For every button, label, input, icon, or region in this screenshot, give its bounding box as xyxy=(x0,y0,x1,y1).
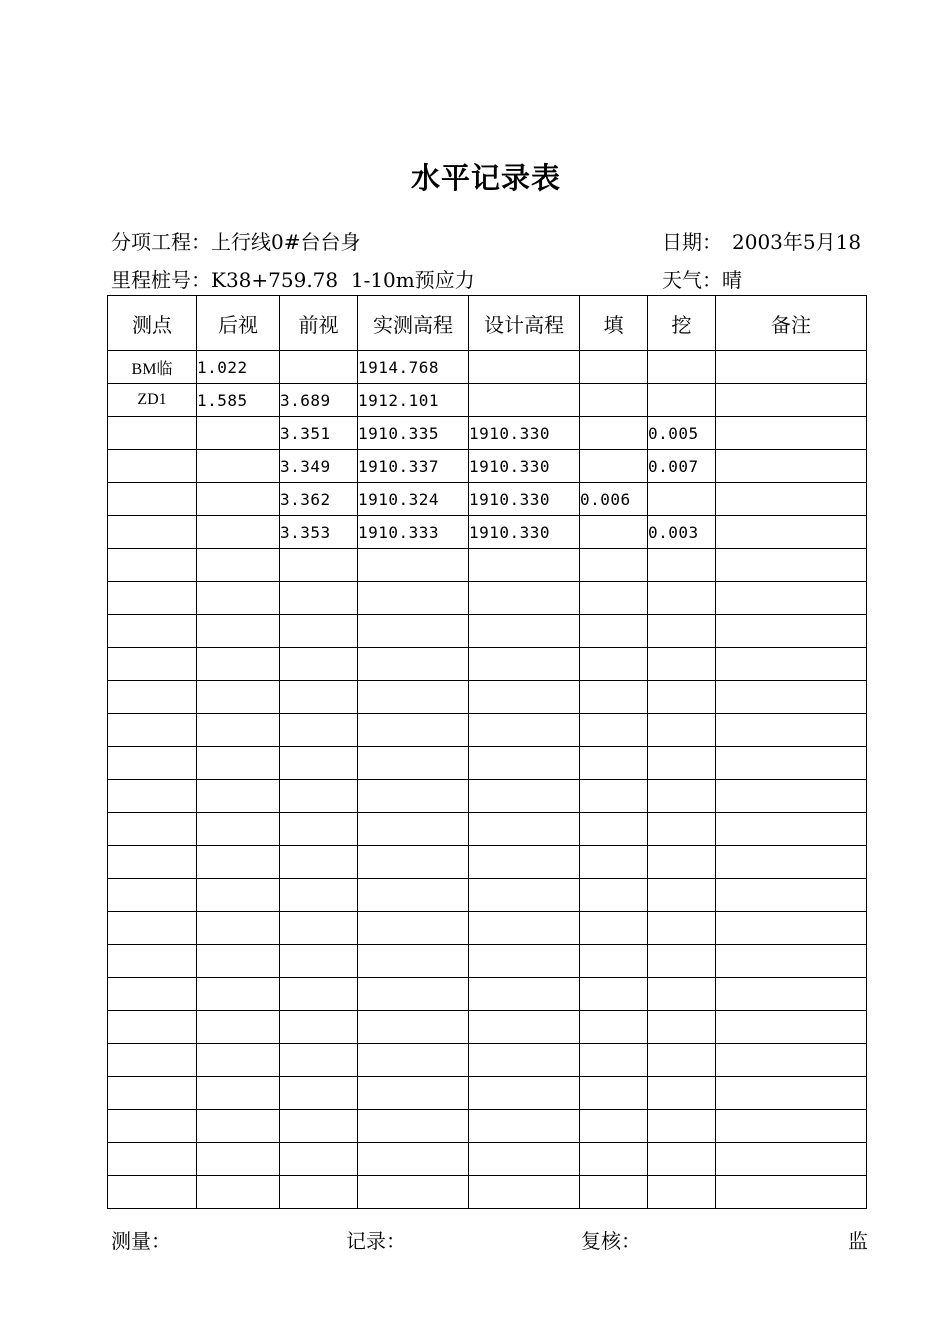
cell-backsight xyxy=(197,417,280,450)
cell-cut xyxy=(648,747,716,780)
cell-point xyxy=(108,780,197,813)
table-row xyxy=(108,483,867,516)
cell-point xyxy=(108,912,197,945)
cell-foresight xyxy=(280,351,358,384)
cell-measured-elevation xyxy=(358,681,469,714)
cell-point xyxy=(108,516,197,549)
cell-fill xyxy=(580,384,648,417)
cell-foresight xyxy=(280,813,358,846)
cell-design-elevation xyxy=(469,1143,580,1176)
cell-fill xyxy=(580,615,648,648)
review-signature: 复核： xyxy=(581,1229,641,1253)
cell-design-elevation xyxy=(469,1176,580,1209)
cell-cut xyxy=(648,1176,716,1209)
cell-fill xyxy=(580,1143,648,1176)
cell-point: BM临 xyxy=(108,351,197,384)
cell-measured-elevation xyxy=(358,549,469,582)
cell-backsight xyxy=(197,846,280,879)
project-label: 分项工程： xyxy=(111,230,211,254)
cell-remarks xyxy=(716,681,867,714)
cell-backsight xyxy=(197,978,280,1011)
cell-backsight: 1.022 xyxy=(197,351,280,384)
date-label: 日期： xyxy=(662,230,722,254)
cell-remarks xyxy=(716,615,867,648)
cell-cut xyxy=(648,483,716,516)
table-row xyxy=(108,582,867,615)
cell-measured-elevation: 1910.337 xyxy=(358,450,469,483)
cell-remarks xyxy=(716,384,867,417)
page-title: 水平记录表 xyxy=(410,161,561,195)
cell-point: ZD1 xyxy=(108,384,197,417)
cell-fill xyxy=(580,681,648,714)
cell-fill xyxy=(580,780,648,813)
cell-foresight xyxy=(280,780,358,813)
cell-point xyxy=(108,978,197,1011)
cell-backsight xyxy=(197,582,280,615)
cell-fill xyxy=(580,549,648,582)
table-body xyxy=(108,351,867,1209)
table-row xyxy=(108,813,867,846)
cell-fill xyxy=(580,912,648,945)
header-row xyxy=(108,296,867,351)
cell-design-elevation xyxy=(469,813,580,846)
cell-point xyxy=(108,813,197,846)
column-header-design-elevation: 设计高程 xyxy=(469,296,580,351)
column-header-backsight: 后视 xyxy=(197,296,280,351)
cell-point xyxy=(108,879,197,912)
cell-design-elevation xyxy=(469,351,580,384)
cell-measured-elevation xyxy=(358,747,469,780)
cell-design-elevation xyxy=(469,384,580,417)
cell-design-elevation xyxy=(469,912,580,945)
cell-backsight xyxy=(197,483,280,516)
cell-cut xyxy=(648,978,716,1011)
cell-foresight xyxy=(280,1176,358,1209)
cell-foresight xyxy=(280,681,358,714)
cell-point xyxy=(108,615,197,648)
cell-remarks xyxy=(716,483,867,516)
cell-remarks xyxy=(716,846,867,879)
cell-remarks xyxy=(716,714,867,747)
cell-design-elevation xyxy=(469,1110,580,1143)
cell-point xyxy=(108,483,197,516)
cell-cut xyxy=(648,1044,716,1077)
cell-point xyxy=(108,1176,197,1209)
cell-design-elevation xyxy=(469,1077,580,1110)
cell-design-elevation: 1910.330 xyxy=(469,516,580,549)
level-record-table xyxy=(107,295,867,1209)
station-label: 里程桩号： xyxy=(111,268,211,292)
cell-measured-elevation: 1910.333 xyxy=(358,516,469,549)
cell-design-elevation xyxy=(469,747,580,780)
cell-design-elevation xyxy=(469,879,580,912)
table-row xyxy=(108,549,867,582)
cell-fill xyxy=(580,582,648,615)
cell-fill xyxy=(580,1044,648,1077)
table-row xyxy=(108,945,867,978)
cell-cut xyxy=(648,1077,716,1110)
cell-remarks xyxy=(716,1077,867,1110)
cell-fill xyxy=(580,1176,648,1209)
cell-foresight xyxy=(280,1011,358,1044)
cell-remarks xyxy=(716,582,867,615)
table-row xyxy=(108,846,867,879)
cell-fill xyxy=(580,648,648,681)
date-field xyxy=(662,226,861,255)
cell-cut: 0.005 xyxy=(648,417,716,450)
cell-measured-elevation: 1910.335 xyxy=(358,417,469,450)
cell-measured-elevation xyxy=(358,846,469,879)
weather-field xyxy=(662,264,742,293)
cell-measured-elevation xyxy=(358,1044,469,1077)
cell-fill xyxy=(580,351,648,384)
cell-fill: 0.006 xyxy=(580,483,648,516)
cell-measured-elevation xyxy=(358,648,469,681)
cell-cut: 0.003 xyxy=(648,516,716,549)
cell-cut xyxy=(648,714,716,747)
cell-remarks xyxy=(716,516,867,549)
cell-measured-elevation xyxy=(358,912,469,945)
table-row xyxy=(108,1077,867,1110)
cell-backsight xyxy=(197,1011,280,1044)
table-row xyxy=(108,615,867,648)
column-header-measured-elevation: 实测高程 xyxy=(358,296,469,351)
column-header-fill: 填 xyxy=(580,296,648,351)
cell-backsight xyxy=(197,681,280,714)
cell-backsight xyxy=(197,879,280,912)
cell-fill xyxy=(580,1011,648,1044)
cell-point xyxy=(108,945,197,978)
survey-signature: 测量： xyxy=(111,1229,171,1253)
cell-point xyxy=(108,549,197,582)
cell-backsight xyxy=(197,1044,280,1077)
cell-cut xyxy=(648,615,716,648)
cell-measured-elevation xyxy=(358,1176,469,1209)
cell-cut xyxy=(648,681,716,714)
cell-foresight xyxy=(280,615,358,648)
cell-point xyxy=(108,1044,197,1077)
cell-backsight xyxy=(197,714,280,747)
cell-backsight xyxy=(197,1143,280,1176)
cell-cut xyxy=(648,582,716,615)
cell-backsight xyxy=(197,912,280,945)
cell-measured-elevation xyxy=(358,615,469,648)
cell-measured-elevation: 1910.324 xyxy=(358,483,469,516)
table-row xyxy=(108,1143,867,1176)
cell-fill xyxy=(580,945,648,978)
cell-backsight xyxy=(197,1077,280,1110)
cell-measured-elevation xyxy=(358,780,469,813)
cell-foresight xyxy=(280,747,358,780)
cell-measured-elevation xyxy=(358,1077,469,1110)
record-signature: 记录： xyxy=(346,1229,406,1253)
cell-point xyxy=(108,450,197,483)
cell-design-elevation xyxy=(469,978,580,1011)
column-header-point: 测点 xyxy=(108,296,197,351)
cell-design-elevation xyxy=(469,549,580,582)
table-row xyxy=(108,978,867,1011)
cell-foresight: 3.689 xyxy=(280,384,358,417)
cell-remarks xyxy=(716,1044,867,1077)
cell-cut xyxy=(648,648,716,681)
table-row xyxy=(108,714,867,747)
cell-measured-elevation xyxy=(358,879,469,912)
cell-fill xyxy=(580,747,648,780)
cell-remarks xyxy=(716,912,867,945)
cell-backsight xyxy=(197,615,280,648)
cell-foresight xyxy=(280,912,358,945)
table-row xyxy=(108,1176,867,1209)
table-row xyxy=(108,384,867,417)
cell-fill xyxy=(580,846,648,879)
cell-cut xyxy=(648,912,716,945)
cell-design-elevation xyxy=(469,1044,580,1077)
table-row xyxy=(108,450,867,483)
station-value: K38+759.78 1-10m预应力 xyxy=(211,268,475,292)
cell-cut: 0.007 xyxy=(648,450,716,483)
cell-remarks xyxy=(716,978,867,1011)
cell-cut xyxy=(648,384,716,417)
cell-backsight xyxy=(197,450,280,483)
cell-remarks xyxy=(716,351,867,384)
cell-point xyxy=(108,1143,197,1176)
cell-fill xyxy=(580,417,648,450)
cell-cut xyxy=(648,780,716,813)
cell-foresight xyxy=(280,648,358,681)
cell-design-elevation: 1910.330 xyxy=(469,450,580,483)
cell-backsight xyxy=(197,549,280,582)
cell-measured-elevation xyxy=(358,945,469,978)
cell-remarks xyxy=(716,1011,867,1044)
cell-backsight xyxy=(197,780,280,813)
table-row xyxy=(108,747,867,780)
cell-remarks xyxy=(716,648,867,681)
supervisor-signature: 监 xyxy=(848,1229,868,1253)
cell-measured-elevation xyxy=(358,1011,469,1044)
cell-cut xyxy=(648,945,716,978)
cell-foresight xyxy=(280,714,358,747)
table-row xyxy=(108,1044,867,1077)
cell-design-elevation xyxy=(469,648,580,681)
cell-point xyxy=(108,417,197,450)
cell-fill xyxy=(580,450,648,483)
cell-foresight: 3.353 xyxy=(280,516,358,549)
cell-fill xyxy=(580,978,648,1011)
cell-design-elevation xyxy=(469,945,580,978)
cell-remarks xyxy=(716,747,867,780)
cell-cut xyxy=(648,813,716,846)
cell-remarks xyxy=(716,1176,867,1209)
cell-backsight xyxy=(197,1110,280,1143)
table-row xyxy=(108,1110,867,1143)
cell-measured-elevation xyxy=(358,1143,469,1176)
column-header-remarks: 备注 xyxy=(716,296,867,351)
cell-remarks xyxy=(716,1110,867,1143)
cell-measured-elevation: 1914.768 xyxy=(358,351,469,384)
cell-design-elevation: 1910.330 xyxy=(469,483,580,516)
cell-design-elevation xyxy=(469,846,580,879)
column-header-foresight: 前视 xyxy=(280,296,358,351)
table-row xyxy=(108,417,867,450)
cell-remarks xyxy=(716,417,867,450)
cell-measured-elevation xyxy=(358,978,469,1011)
station-field xyxy=(111,264,475,293)
cell-backsight xyxy=(197,648,280,681)
table-row xyxy=(108,351,867,384)
table-row xyxy=(108,1011,867,1044)
cell-measured-elevation: 1912.101 xyxy=(358,384,469,417)
cell-cut xyxy=(648,846,716,879)
column-header-cut: 挖 xyxy=(648,296,716,351)
cell-fill xyxy=(580,813,648,846)
table-row xyxy=(108,648,867,681)
cell-point xyxy=(108,747,197,780)
cell-remarks xyxy=(716,945,867,978)
cell-backsight xyxy=(197,747,280,780)
cell-foresight xyxy=(280,549,358,582)
weather-label: 天气： xyxy=(662,268,722,292)
cell-fill xyxy=(580,879,648,912)
cell-remarks xyxy=(716,450,867,483)
cell-backsight: 1.585 xyxy=(197,384,280,417)
cell-cut xyxy=(648,1110,716,1143)
cell-design-elevation: 1910.330 xyxy=(469,417,580,450)
table-row xyxy=(108,879,867,912)
cell-foresight xyxy=(280,1077,358,1110)
cell-point xyxy=(108,1110,197,1143)
cell-design-elevation xyxy=(469,780,580,813)
cell-fill xyxy=(580,516,648,549)
cell-design-elevation xyxy=(469,714,580,747)
cell-design-elevation xyxy=(469,582,580,615)
cell-remarks xyxy=(716,1143,867,1176)
project-field xyxy=(111,226,360,255)
cell-foresight xyxy=(280,879,358,912)
cell-point xyxy=(108,681,197,714)
table-row xyxy=(108,516,867,549)
cell-design-elevation xyxy=(469,1011,580,1044)
cell-foresight: 3.362 xyxy=(280,483,358,516)
cell-design-elevation xyxy=(469,681,580,714)
cell-backsight xyxy=(197,1176,280,1209)
cell-backsight xyxy=(197,516,280,549)
cell-cut xyxy=(648,1011,716,1044)
cell-fill xyxy=(580,1077,648,1110)
cell-remarks xyxy=(716,813,867,846)
cell-cut xyxy=(648,879,716,912)
cell-design-elevation xyxy=(469,615,580,648)
cell-point xyxy=(108,582,197,615)
cell-foresight xyxy=(280,978,358,1011)
cell-fill xyxy=(580,714,648,747)
cell-point xyxy=(108,1077,197,1110)
cell-foresight xyxy=(280,1044,358,1077)
cell-foresight xyxy=(280,945,358,978)
cell-point xyxy=(108,714,197,747)
cell-backsight xyxy=(197,813,280,846)
cell-measured-elevation xyxy=(358,1110,469,1143)
cell-cut xyxy=(648,549,716,582)
cell-fill xyxy=(580,1110,648,1143)
cell-point xyxy=(108,648,197,681)
cell-foresight xyxy=(280,1110,358,1143)
table-row xyxy=(108,681,867,714)
project-value: 上行线0#台台身 xyxy=(211,230,361,254)
cell-remarks xyxy=(716,879,867,912)
cell-foresight: 3.349 xyxy=(280,450,358,483)
weather-value: 晴 xyxy=(722,268,742,292)
cell-measured-elevation xyxy=(358,582,469,615)
cell-point xyxy=(108,846,197,879)
cell-backsight xyxy=(197,945,280,978)
cell-remarks xyxy=(716,780,867,813)
cell-foresight xyxy=(280,846,358,879)
cell-foresight: 3.351 xyxy=(280,417,358,450)
date-value: 2003年5月18 xyxy=(732,230,862,254)
table-row xyxy=(108,780,867,813)
table-row xyxy=(108,912,867,945)
cell-remarks xyxy=(716,549,867,582)
cell-measured-elevation xyxy=(358,714,469,747)
cell-measured-elevation xyxy=(358,813,469,846)
cell-foresight xyxy=(280,582,358,615)
cell-cut xyxy=(648,1143,716,1176)
cell-cut xyxy=(648,351,716,384)
cell-foresight xyxy=(280,1143,358,1176)
cell-point xyxy=(108,1011,197,1044)
